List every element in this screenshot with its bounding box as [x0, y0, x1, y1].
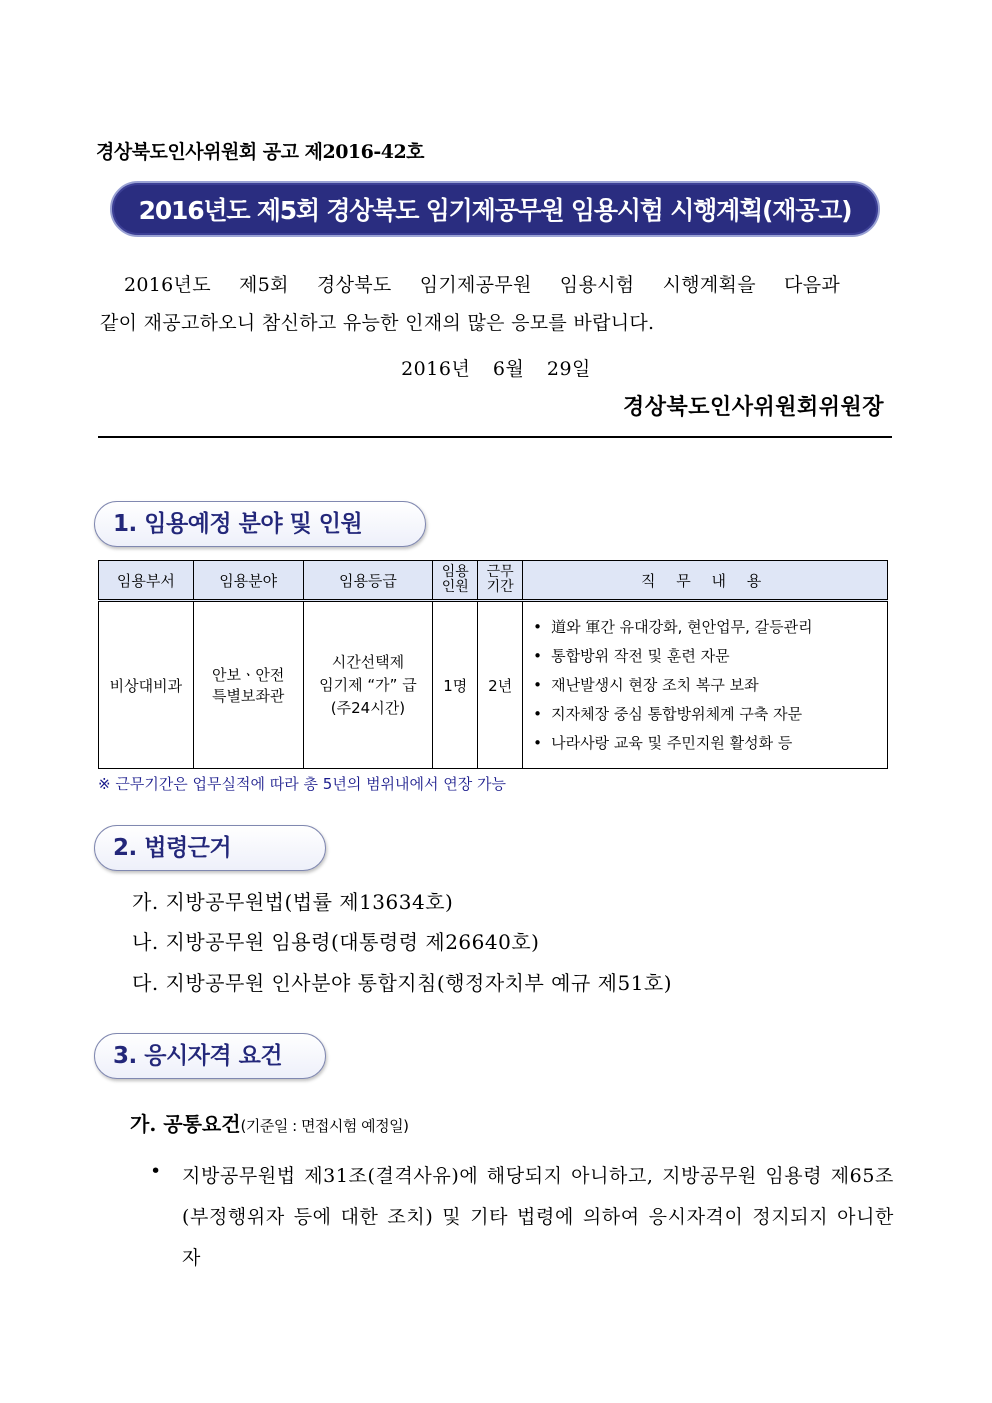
cell-field-line-2: 특별보좌관 [211, 687, 285, 705]
section-3-header [94, 1033, 326, 1079]
header-count-line-1: 임용 [441, 564, 469, 580]
requirement-subheading [130, 1108, 409, 1137]
list-item: • 지자체장 중심 통합방위체계 구축 자문 [533, 700, 887, 729]
requirement-subheading-note: (기준일 : 면접시험 예정일) [240, 1117, 409, 1135]
bullet-icon: • [533, 617, 543, 636]
list-item: • 통합방위 작전 및 훈련 자문 [533, 642, 887, 671]
cell-duties [523, 601, 888, 769]
recruitment-table [98, 560, 888, 769]
table-header-row [99, 561, 888, 601]
table-note: ※ 근무기간은 업무실적에 따라 총 5년의 범위내에서 연장 가능 [98, 775, 507, 793]
header-field: 임용분야 [193, 561, 303, 601]
cell-count: 1명 [433, 601, 478, 769]
bullet-icon: • [533, 733, 543, 752]
header-grade: 임용등급 [303, 561, 433, 601]
title-banner [110, 181, 880, 237]
cell-field [193, 601, 303, 769]
header-period [478, 561, 523, 601]
list-item: • 나라사랑 교육 및 주민지원 활성화 등 [533, 729, 887, 758]
section-2-header [94, 825, 326, 871]
cell-grade [303, 601, 433, 769]
announcement-date [0, 354, 992, 381]
header-duties: 직 무 내 용 [523, 561, 888, 601]
bullet-icon: • [533, 675, 543, 694]
cell-department: 비상대비과 [99, 601, 194, 769]
bullet-icon: • [533, 646, 543, 665]
table-row [99, 601, 888, 769]
header-period-line-1: 근무 [486, 564, 514, 580]
duties-list [523, 613, 887, 758]
signer: 경상북도인사위원회위원장 [622, 394, 884, 420]
cell-period: 2년 [478, 601, 523, 769]
section-1-header [94, 501, 426, 547]
list-item: • 道와 軍간 유대강화, 현안업무, 갈등관리 [533, 613, 887, 642]
intro-line-1: 2016년도 제5회 경상북도 임기제공무원 임용시험 시행계획을 다음과 [124, 274, 840, 296]
bullet-icon: • [150, 1160, 162, 1182]
cell-grade-line-3: (주24시간) [330, 698, 406, 717]
date-month: 6월 [492, 358, 525, 380]
requirement-subheading-label: 가. 공통요건 [130, 1112, 241, 1136]
requirement-text: 지방공무원법 제31조(결격사유)에 해당되지 아니하고, 지방공무원 임용령 제65조(부정행위자 등에 대한 조치) 및 기타 법령에 의하여 응시자격이 정지되지 아니한 자 [182, 1165, 894, 1269]
law-item: 나. 지방공무원 임용령(대통령령 제26640호) [132, 930, 540, 954]
section-1-title: 1. 임용예정 분야 및 인원 [113, 511, 363, 537]
cell-grade-line-2: 임기제 “가” 급 [319, 675, 417, 694]
notice-number: 경상북도인사위원회 공고 제2016-42호 [96, 141, 425, 163]
cell-field-line-1: 안보ㆍ안전 [211, 666, 285, 684]
date-day: 29일 [546, 358, 591, 380]
header-period-line-2: 기간 [486, 579, 514, 595]
header-department: 임용부서 [99, 561, 194, 601]
law-item: 다. 지방공무원 인사분야 통합지침(행정자치부 예규 제51호) [132, 971, 673, 995]
divider [98, 436, 892, 438]
section-3-title: 3. 응시자격 요건 [113, 1043, 283, 1069]
law-item: 가. 지방공무원법(법률 제13634호) [132, 890, 454, 914]
intro-paragraph [100, 266, 840, 342]
section-2-title: 2. 법령근거 [113, 835, 232, 861]
date-year: 2016년 [401, 358, 471, 380]
intro-line-2: 같이 재공고하오니 참신하고 유능한 인재의 많은 응모를 바랍니다. [100, 312, 655, 334]
header-count-line-2: 인원 [441, 579, 469, 595]
list-item: • 재난발생시 현장 조치 복구 보좌 [533, 671, 887, 700]
header-count [433, 561, 478, 601]
document-title: 2016년도 제5회 경상북도 임기제공무원 임용시험 시행계획(재공고) [138, 196, 852, 225]
bullet-icon: • [533, 704, 543, 723]
cell-grade-line-1: 시간선택제 [331, 652, 405, 671]
